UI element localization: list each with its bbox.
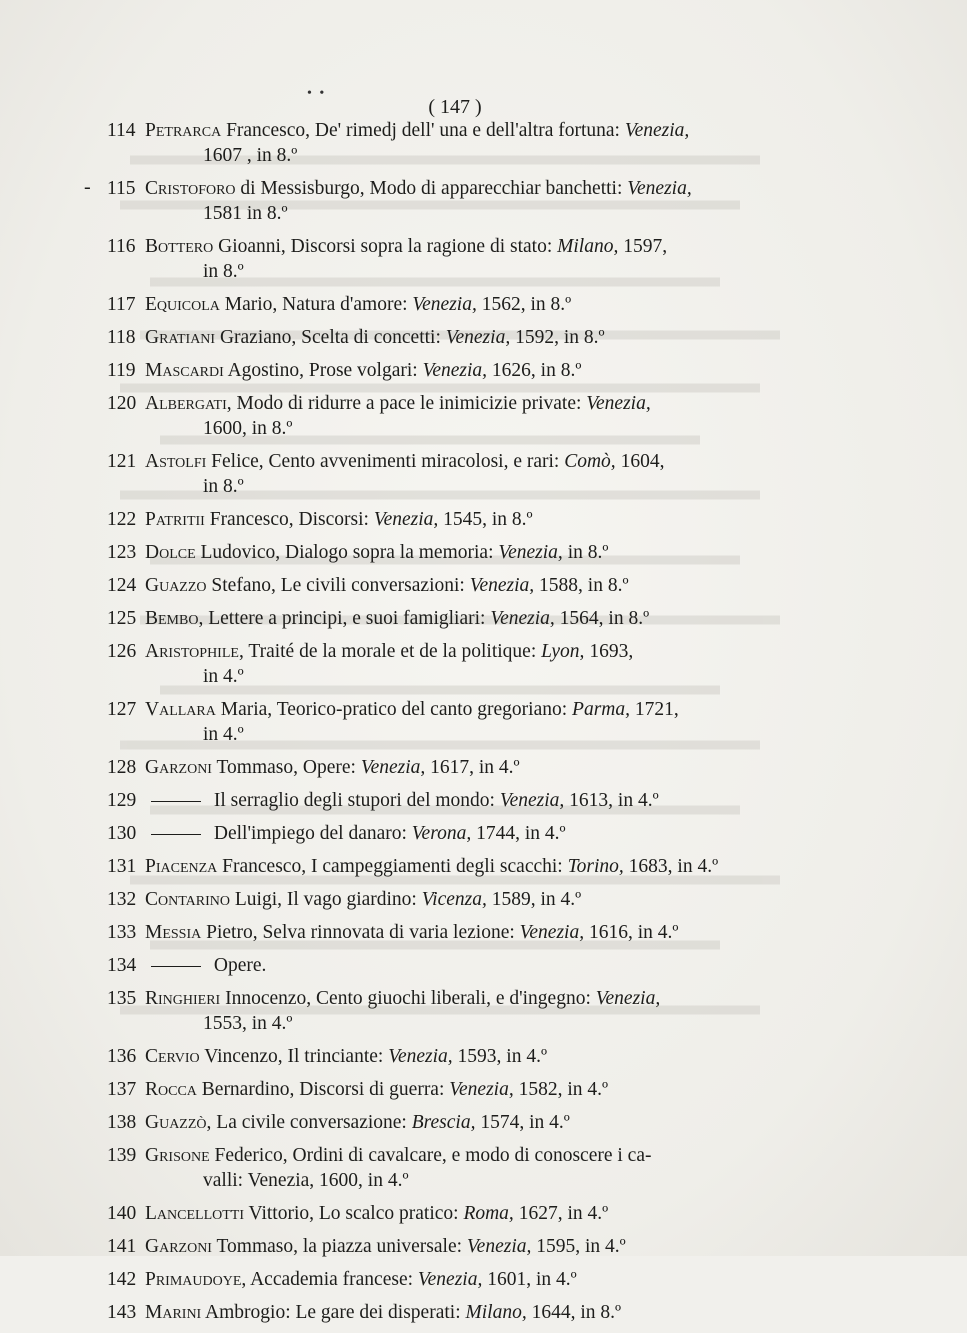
- entry-number: 143: [107, 1302, 137, 1323]
- entry-author: Bembo: [145, 608, 199, 629]
- entry-continuation: in 8.º: [203, 476, 244, 497]
- catalogue-entry: [107, 234, 803, 284]
- entry-title: , Traité de la morale et de la politique:: [238, 641, 542, 662]
- entry-place: Venezia,: [373, 509, 439, 530]
- entry-author: Patritii: [145, 509, 205, 530]
- entry-title: Tommaso, Opere:: [211, 757, 361, 778]
- entry-number: 127: [107, 699, 137, 720]
- entry-author: Petrarca: [145, 120, 222, 141]
- entry-author: Vallara: [145, 699, 216, 720]
- catalogue-entry: [107, 1044, 803, 1069]
- entry-imprint: 1616, in 4.º: [584, 922, 679, 943]
- entry-number: 118: [107, 327, 136, 348]
- entry-number: 133: [107, 922, 137, 943]
- entry-number: 139: [107, 1145, 137, 1166]
- catalogue-entry: [107, 639, 803, 689]
- entry-number: 114: [107, 120, 136, 141]
- entry-place: Roma,: [463, 1203, 514, 1224]
- catalogue-entry: [107, 1110, 803, 1135]
- catalogue-entry: [107, 507, 803, 532]
- entry-imprint: 1626, in 8.º: [487, 360, 582, 381]
- entry-author: Guazzò: [145, 1112, 207, 1133]
- entry-imprint: 1597,: [618, 236, 668, 257]
- entry-author: Grisone: [145, 1145, 210, 1166]
- entry-number: 116: [107, 236, 136, 257]
- ditto-dash: [151, 801, 201, 802]
- entry-title: , Accademia francese:: [241, 1269, 418, 1290]
- entry-title: Francesco, I campeggiamenti degli scacchi:: [217, 856, 568, 877]
- entry-title: Francesco, De' rimedj dell' una e dell'altra fortuna:: [221, 120, 625, 141]
- entry-number: 130: [107, 823, 137, 844]
- entry-number: 138: [107, 1112, 137, 1133]
- entry-imprint: 1593, in 4.º: [452, 1046, 547, 1067]
- entry-number: 141: [107, 1236, 137, 1257]
- entry-place: Milano,: [465, 1302, 527, 1323]
- entry-author: Equicola: [145, 294, 220, 315]
- entry-title: , Modo di ridurre a pace le inimicizie private:: [226, 393, 587, 414]
- entry-number: 119: [107, 360, 136, 381]
- entry-author: Astolfi: [145, 451, 207, 472]
- entry-imprint: 1693,: [584, 641, 634, 662]
- entry-place: Venezia,: [490, 608, 555, 629]
- entry-place: Venezia,: [519, 922, 585, 943]
- catalogue-entry: [107, 1143, 803, 1193]
- entry-place: Venezia,: [469, 575, 535, 596]
- entry-number: 140: [107, 1203, 137, 1224]
- entry-number: 135: [107, 988, 137, 1009]
- entry-title: Gioanni, Discorsi sopra la ragione di stato:: [213, 236, 558, 257]
- entry-title: Ambrogio: Le gare dei disperati:: [201, 1302, 466, 1323]
- entry-author: Piacenza: [145, 856, 218, 877]
- catalogue-entry: [107, 755, 803, 780]
- entry-place: Venezia,: [417, 1269, 483, 1290]
- entry-imprint: 1545, in 8.º: [438, 509, 533, 530]
- entry-number: 142: [107, 1269, 137, 1290]
- entry-continuation: in 8.º: [203, 261, 244, 282]
- entry-author: Gratiani: [145, 327, 216, 348]
- catalogue-entry: [107, 1201, 803, 1226]
- entry-imprint: 1721,: [630, 699, 679, 720]
- entry-place: Venezia,: [445, 327, 511, 348]
- entry-author: Cervio: [145, 1046, 200, 1067]
- entry-place: Venezia,: [388, 1046, 453, 1067]
- entry-title: Stefano, Le civili conversazioni:: [206, 575, 470, 596]
- entry-title: Maria, Teorico-pratico del canto gregoriano:: [215, 699, 573, 720]
- entry-imprint: 1589, in 4.º: [486, 889, 582, 910]
- catalogue-entry: [107, 986, 803, 1036]
- printer-marks: • •: [307, 86, 327, 101]
- entry-continuation: in 4.º: [203, 724, 244, 745]
- entry-number: 123: [107, 542, 137, 563]
- catalogue-entry: [107, 1300, 803, 1325]
- entry-author: Primaudoye: [145, 1269, 242, 1290]
- entry-number: 136: [107, 1046, 137, 1067]
- entry-continuation: 1553, in 4.º: [203, 1013, 293, 1034]
- entry-author: Mascardi: [145, 360, 224, 381]
- entry-place: Venezia,: [422, 360, 488, 381]
- entry-continuation: 1581 in 8.º: [203, 203, 288, 224]
- ditto-dash: [151, 834, 201, 835]
- entry-imprint: 1601, in 4.º: [482, 1269, 577, 1290]
- entry-author: Cristoforo: [145, 178, 236, 199]
- catalogue-entry: [107, 358, 803, 383]
- entry-author: Albergati: [145, 393, 227, 414]
- entry-place: Venezia,: [595, 988, 661, 1009]
- entry-place: Venezia,: [360, 757, 426, 778]
- entry-place: Venezia,: [627, 178, 692, 199]
- entry-place: Venezia,: [466, 1236, 532, 1257]
- catalogue-entry: [107, 1077, 803, 1102]
- catalogue-entry: [107, 953, 803, 978]
- catalogue-entry: [107, 821, 803, 846]
- entry-number: 117: [107, 294, 136, 315]
- entry-continuation: in 4.º: [203, 666, 244, 687]
- entry-title: Federico, Ordini di cavalcare, e modo di conoscere i ca-: [209, 1145, 652, 1166]
- catalogue-entry: [107, 887, 803, 912]
- entry-imprint: 1627, in 4.º: [513, 1203, 609, 1224]
- entry-number: 122: [107, 509, 137, 530]
- catalogue-entry: [107, 325, 803, 350]
- catalogue-entries: [107, 118, 803, 1333]
- ditto-dash: [151, 966, 201, 967]
- entry-author: Ringhieri: [145, 988, 221, 1009]
- entry-imprint: 1613, in 4.º: [564, 790, 659, 811]
- entry-author: Bottero: [145, 236, 214, 257]
- entry-place: Venezia,: [498, 542, 563, 563]
- entry-author: Rocca: [145, 1079, 197, 1100]
- entry-number: 126: [107, 641, 137, 662]
- margin-mark: -: [84, 176, 91, 198]
- entry-imprint: 1562, in 8.º: [476, 294, 572, 315]
- catalogue-entry: [107, 1234, 803, 1259]
- catalogue-entry: [107, 176, 803, 226]
- entry-title: Pietro, Selva rinnovata di varia lezione:: [201, 922, 520, 943]
- catalogue-entry: [107, 540, 803, 565]
- entry-number: 128: [107, 757, 137, 778]
- entry-author: Marini: [145, 1302, 202, 1323]
- entry-title: Tommaso, la piazza universale:: [211, 1236, 467, 1257]
- entry-place: Venezia,: [412, 294, 477, 315]
- entry-title: Ludovico, Dialogo sopra la memoria:: [195, 542, 499, 563]
- entry-imprint: 1683, in 4.º: [623, 856, 719, 877]
- entry-title: , Lettere a principi, e suoi famigliari:: [198, 608, 491, 629]
- entry-place: Torino,: [567, 856, 624, 877]
- entry-place: Venezia,: [449, 1079, 514, 1100]
- entry-number: 137: [107, 1079, 137, 1100]
- catalogue-entry: [107, 854, 803, 879]
- entry-imprint: 1604,: [615, 451, 665, 472]
- entry-number: 134: [107, 955, 137, 976]
- entry-imprint: 1744, in 4.º: [471, 823, 566, 844]
- catalogue-entry: [107, 573, 803, 598]
- entry-place: Vicenza,: [421, 889, 487, 910]
- entry-number: 121: [107, 451, 137, 472]
- entry-number: 115: [107, 178, 136, 199]
- entry-place: Venezia,: [499, 790, 565, 811]
- entry-title: di Messisburgo, Modo di apparecchiar banchetti:: [235, 178, 628, 199]
- entry-imprint: 1564, in 8.º: [554, 608, 650, 629]
- entry-author: Garzoni: [145, 1236, 212, 1257]
- catalogue-entry: [107, 788, 803, 813]
- entry-number: 129: [107, 790, 137, 811]
- catalogue-entry: [107, 606, 803, 631]
- entry-continuation: 1600, in 8.º: [203, 418, 293, 439]
- entry-number: 131: [107, 856, 137, 877]
- entry-title: Francesco, Discorsi:: [204, 509, 374, 530]
- entry-number: 132: [107, 889, 137, 910]
- entry-title: Vincenzo, Il trinciante:: [199, 1046, 389, 1067]
- entry-number: 124: [107, 575, 137, 596]
- entry-author: Messia: [145, 922, 202, 943]
- entry-continuation: valli: Venezia, 1600, in 4.º: [203, 1170, 409, 1191]
- catalogue-entry: [107, 118, 803, 168]
- entry-title: Vittorio, Lo scalco pratico:: [244, 1203, 464, 1224]
- entry-imprint: 1574, in 4.º: [475, 1112, 570, 1133]
- catalogue-entry: [107, 697, 803, 747]
- entry-imprint: 1592, in 8.º: [510, 327, 605, 348]
- entry-title: Innocenzo, Cento giuochi liberali, e d'ingegno:: [220, 988, 596, 1009]
- entry-place: Milano,: [557, 236, 619, 257]
- entry-title: Agostino, Prose volgari:: [223, 360, 423, 381]
- entry-place: Brescia,: [411, 1112, 476, 1133]
- catalogue-entry: [107, 449, 803, 499]
- page-number: ( 147 ): [428, 96, 482, 118]
- catalogue-entry: [107, 1267, 803, 1292]
- entry-number: 125: [107, 608, 137, 629]
- entry-title: Luigi, Il vago giardino:: [230, 889, 422, 910]
- entry-imprint: 1617, in 4.º: [425, 757, 520, 778]
- entry-title: Il serraglio degli stupori del mondo:: [209, 790, 500, 811]
- entry-title: Mario, Natura d'amore:: [219, 294, 413, 315]
- entry-title: , La civile conversazione:: [206, 1112, 412, 1133]
- entry-imprint: 1644, in 8.º: [526, 1302, 622, 1323]
- entry-place: Venezia,: [586, 393, 651, 414]
- entry-author: Contarino: [145, 889, 230, 910]
- entry-title: Opere.: [209, 955, 267, 976]
- entry-imprint: 1588, in 8.º: [534, 575, 629, 596]
- catalogue-entry: [107, 292, 803, 317]
- catalogue-entry: [107, 920, 803, 945]
- entry-place: Venezia,: [624, 120, 690, 141]
- entry-title: Bernardino, Discorsi di guerra:: [196, 1079, 450, 1100]
- entry-author: Garzoni: [145, 757, 212, 778]
- entry-author: Guazzo: [145, 575, 207, 596]
- entry-imprint: 1595, in 4.º: [531, 1236, 626, 1257]
- entry-title: Graziano, Scelta di concetti:: [215, 327, 446, 348]
- entry-author: Aristophile: [145, 641, 239, 662]
- entry-place: Comò,: [564, 451, 616, 472]
- entry-title: Dell'impiego del danaro:: [209, 823, 412, 844]
- entry-title: Felice, Cento avvenimenti miracolosi, e rari:: [206, 451, 565, 472]
- entry-author: Dolce: [145, 542, 196, 563]
- entry-place: Parma,: [572, 699, 630, 720]
- entry-author: Lancellotti: [145, 1203, 245, 1224]
- entry-number: 120: [107, 393, 137, 414]
- entry-imprint: in 8.º: [562, 542, 609, 563]
- catalogue-entry: [107, 391, 803, 441]
- entry-place: Lyon,: [541, 641, 585, 662]
- entry-continuation: 1607 , in 8.º: [203, 145, 298, 166]
- entry-place: Verona,: [411, 823, 472, 844]
- entry-imprint: 1582, in 4.º: [513, 1079, 609, 1100]
